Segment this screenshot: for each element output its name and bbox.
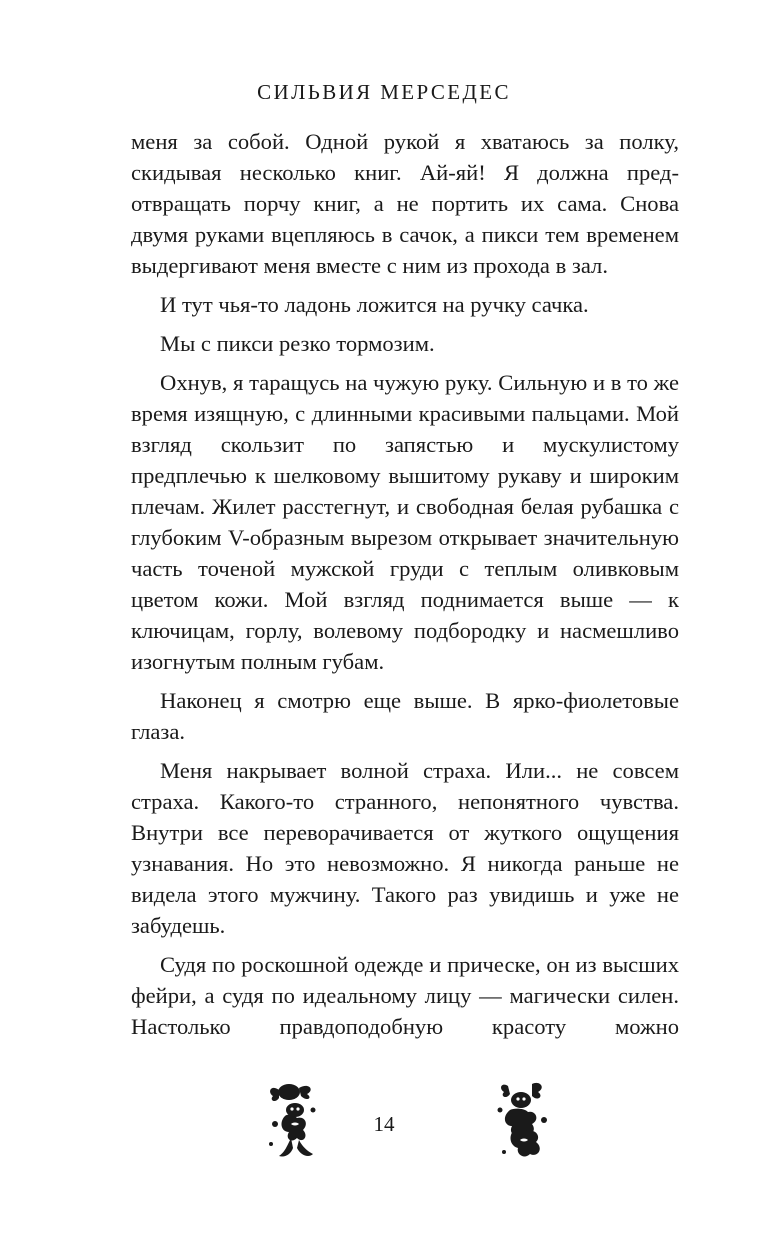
paragraph-4: Охнув, я таращусь на чужую руку. Сильную и в то же время изящную, с длинными красивыми пальцами. Мой взгляд скользит по запястью и мускулистому предплечью к шелковому вышитому рукаву и широким плечам. Жилет расстегнут, и свободная белая рубашка с глубоким V-образным вырезом открывает значительную часть точеной мужской груди с теплым оливковым цветом кожи. Мой взгляд поднимается выше — к ключицам, горлу, волевому подбородку и насмешливо изогнутым полным губам. [131, 370, 679, 674]
paragraph-2: И тут чья-то ладонь ложится на ручку сачка. [160, 292, 589, 317]
paragraph-1: меня за собой. Одной рукой я хватаюсь за полку, скидывая несколько книг. Ай-яй! Я должна предотвращать порчу книг, а не портить их сама. Снова двумя руками вцепляюсь в сачок, а пикси тем временем выдергивают меня вместе с ним из прохода в зал. [131, 129, 679, 278]
running-title: СИЛЬВИЯ МЕРСЕДЕС [257, 80, 511, 104]
page-number: 14 [373, 1112, 395, 1136]
body-text [131, 126, 679, 1042]
fairy-ornament-icon [492, 1080, 552, 1162]
paragraph-6: Меня накрывает волной страха. Или... не совсем страха. Какого-то странного, непонятного чувства. Внутри все переворачивается от жуткого ощущения узнавания. Но это невозможно. Я никогда раньше не видела этого мужчину. Такого раз увидишь и уже не забудешь. [131, 758, 679, 938]
paragraph-5: Наконец я смотрю еще выше. В ярко-фиолетовые глаза. [131, 688, 679, 744]
paragraph-3: Мы с пикси резко тормозим. [160, 331, 435, 356]
paragraph-7: Судя по роскошной одежде и прическе, он из высших фейри, а судя по идеальному лицу — магически силен. Настолько правдоподобную красоту можно [131, 952, 679, 1039]
